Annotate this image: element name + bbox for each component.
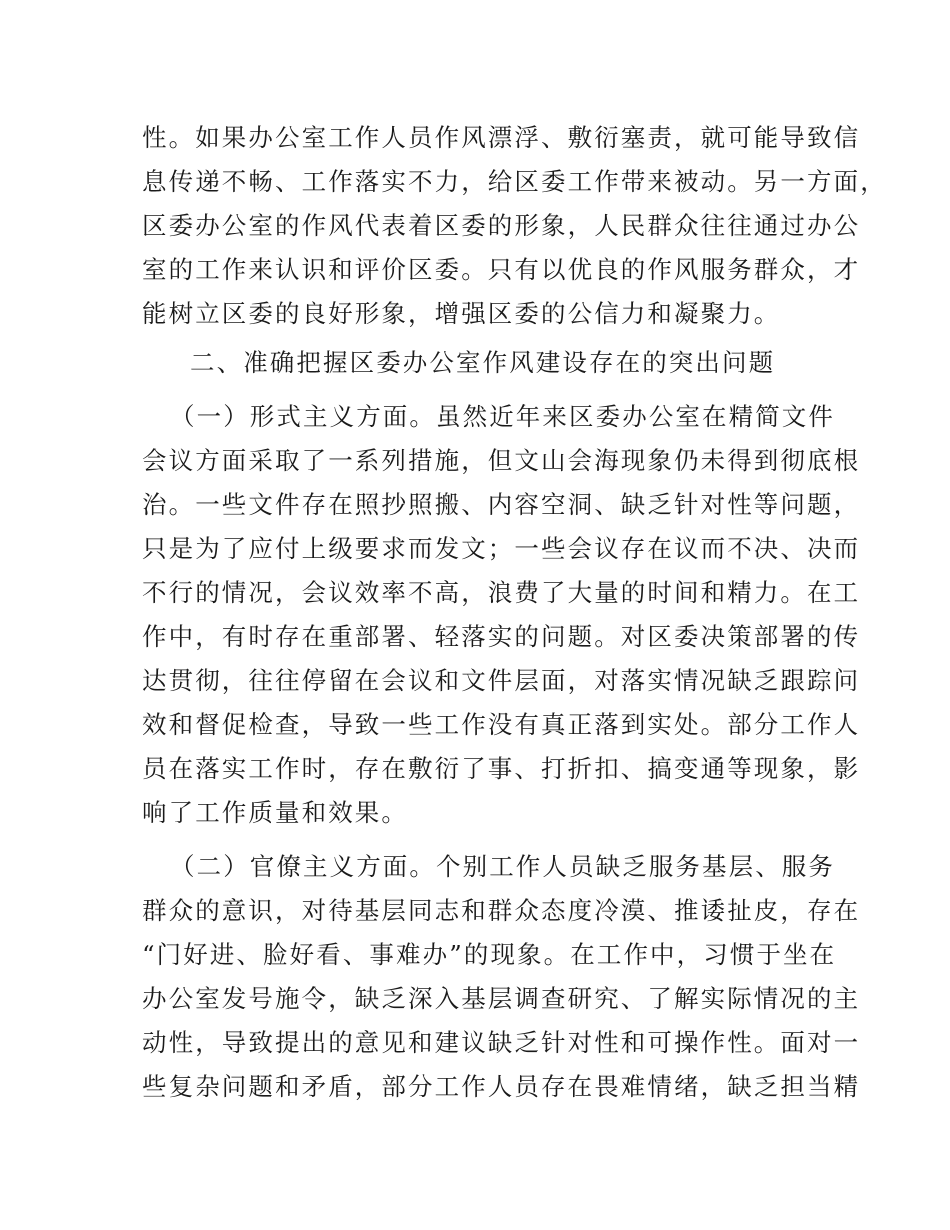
text-line-16: 响了工作质量和效果。 (142, 798, 408, 827)
text-line-17: （二）官僚主义方面。个别工作人员缺乏服务基层、服务 (170, 852, 835, 881)
text-line-5: 能树立区委的良好形象，增强区委的公信力和凝聚力。 (142, 299, 781, 328)
text-line-8: 会议方面采取了一系列措施，但文山会海现象仍未得到彻底根 (142, 446, 861, 475)
text-line-2: 息传递不畅、工作落实不力，给区委工作带来被动。另一方面， (142, 167, 887, 196)
text-line-15: 员在落实工作时，存在敷衍了事、打折扣、搞变通等现象，影 (142, 754, 861, 783)
text-line-19: “门好进、脸好看、事难办”的现象。在工作中，习惯于坐在 (142, 940, 837, 969)
text-line-4: 室的工作来认识和评价区委。只有以优良的作风服务群众，才 (142, 255, 861, 284)
text-line-10: 只是为了应付上级要求而发文；一些会议存在议而不决、决而 (142, 534, 861, 563)
text-line-1: 性。如果办公室工作人员作风漂浮、敷衍塞责，就可能导致信 (142, 123, 861, 152)
text-line-11: 不行的情况，会议效率不高，浪费了大量的时间和精力。在工 (142, 578, 861, 607)
text-line-3: 区委办公室的作风代表着区委的形象，人民群众往往通过办公 (142, 211, 861, 240)
text-line-12: 作中，有时存在重部署、轻落实的问题。对区委决策部署的传 (142, 622, 861, 651)
text-line-22: 些复杂问题和矛盾，部分工作人员存在畏难情绪，缺乏担当精 (142, 1072, 861, 1101)
text-line-20: 办公室发号施令，缺乏深入基层调查研究、了解实际情况的主 (142, 984, 861, 1013)
text-line-13: 达贯彻，往往停留在会议和文件层面，对落实情况缺乏跟踪问 (142, 666, 861, 695)
section-heading: 二、准确把握区委办公室作风建设存在的突出问题 (190, 348, 776, 377)
text-line-14: 效和督促检查，导致一些工作没有真正落到实处。部分工作人 (142, 710, 861, 739)
text-line-18: 群众的意识，对待基层同志和群众态度冷漠、推诿扯皮，存在 (142, 896, 861, 925)
text-line-9: 治。一些文件存在照抄照搬、内容空洞、缺乏针对性等问题， (142, 490, 861, 519)
text-line-7: （一）形式主义方面。虽然近年来区委办公室在精简文件 (170, 402, 835, 431)
text-line-21: 动性，导致提出的意见和建议缺乏针对性和可操作性。面对一 (142, 1028, 861, 1057)
